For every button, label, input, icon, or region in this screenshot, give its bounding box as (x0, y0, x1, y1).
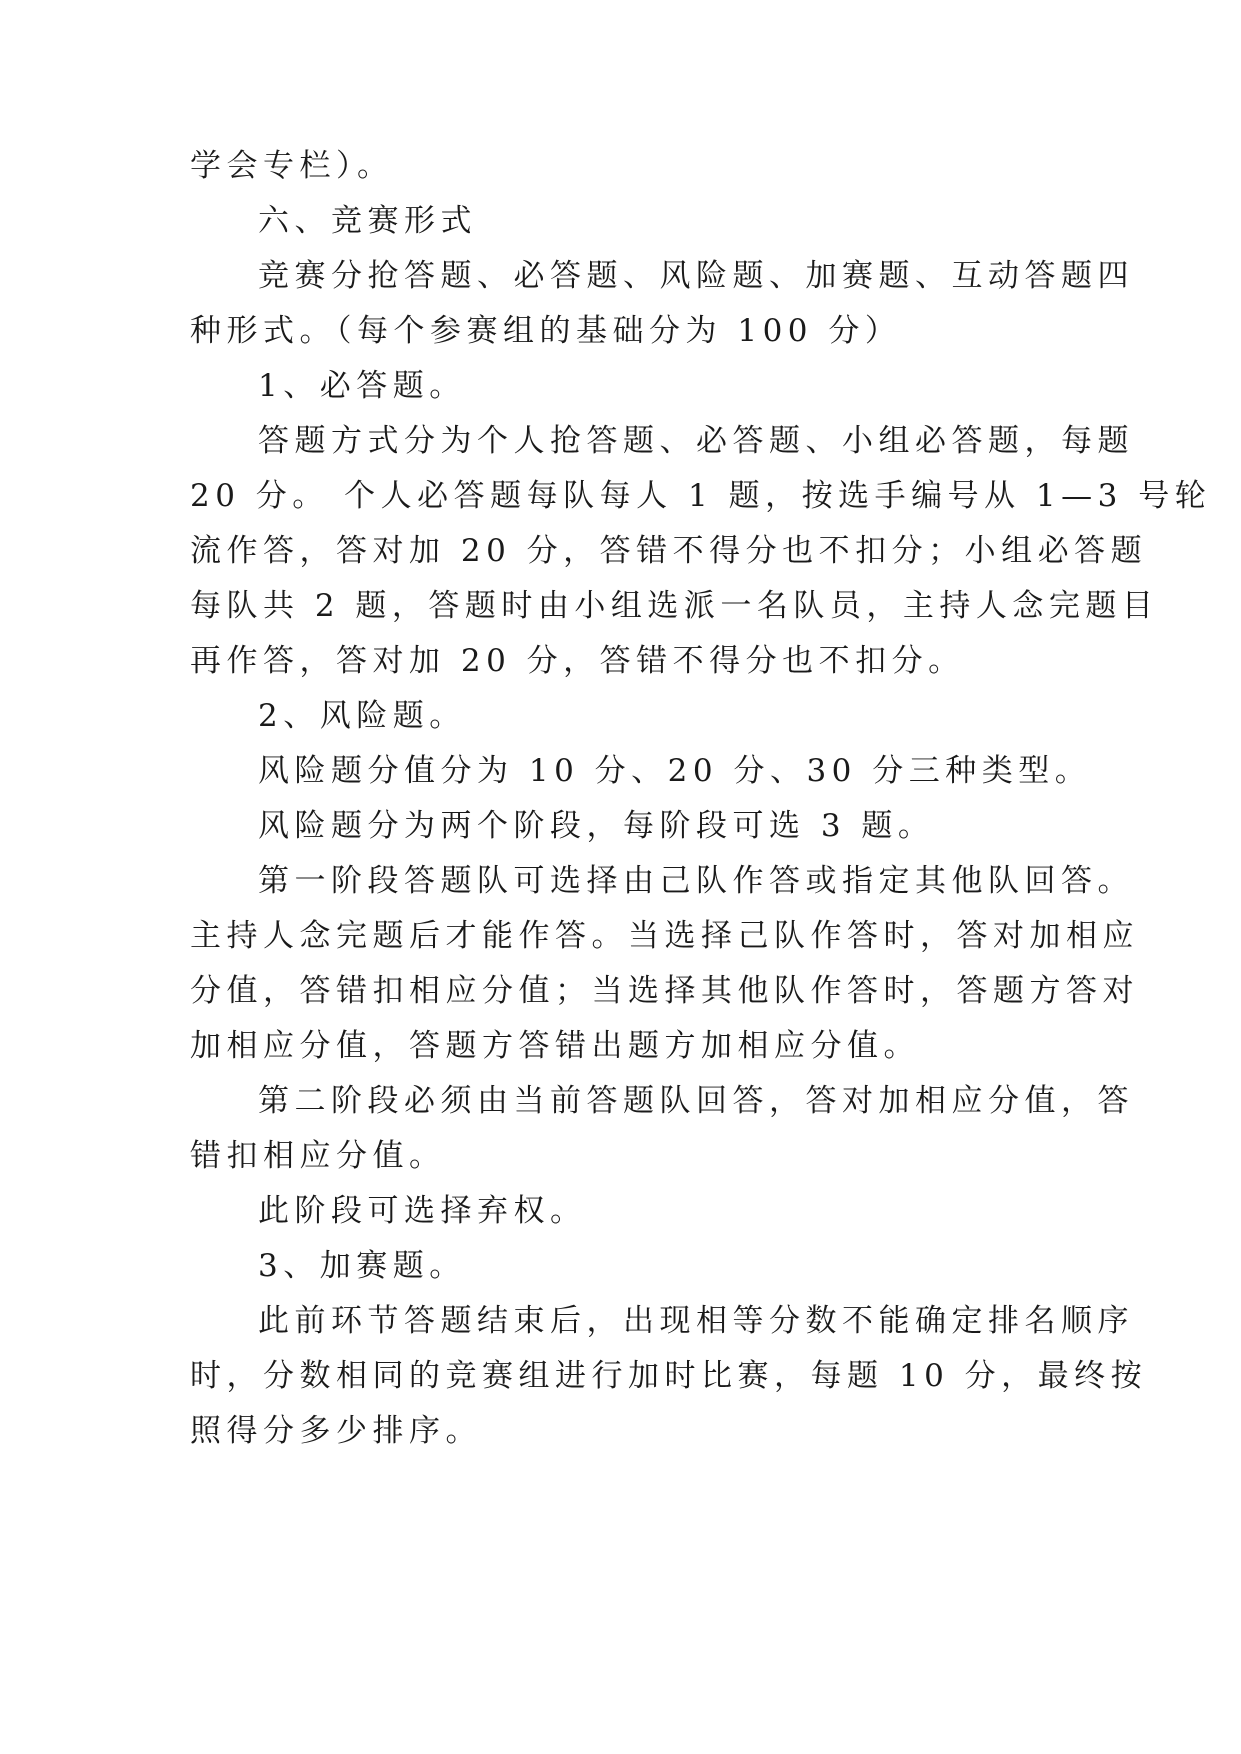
paragraph-line: 此前环节答题结束后，出现相等分数不能确定排名顺序 (258, 1303, 1134, 1339)
subsection-heading: 3、加赛题。 (258, 1248, 466, 1284)
paragraph-line: 分值，答错扣相应分值；当选择其他队作答时，答题方答对 (190, 973, 1139, 1009)
paragraph-line: 主持人念完题后才能作答。当选择己队作答时，答对加相应 (190, 918, 1139, 954)
paragraph-line: 时，分数相同的竞赛组进行加时比赛，每题 10 分，最终按 (190, 1358, 1148, 1394)
paragraph-line: 加相应分值，答题方答错出题方加相应分值。 (190, 1028, 920, 1064)
paragraph-line: 再作答，答对加 20 分，答错不得分也不扣分。 (190, 643, 965, 679)
paragraph-line: 流作答，答对加 20 分，答错不得分也不扣分；小组必答题 (190, 533, 1148, 569)
paragraph-line: 种形式。（每个参赛组的基础分为 100 分） (190, 313, 902, 349)
paragraph-line: 第二阶段必须由当前答题队回答，答对加相应分值，答 (258, 1083, 1134, 1119)
paragraph-line: 竞赛分抢答题、必答题、风险题、加赛题、互动答题四 (258, 258, 1134, 294)
paragraph-line: 第一阶段答题队可选择由己队作答或指定其他队回答。 (258, 863, 1134, 899)
paragraph-line: 每队共 2 题，答题时由小组选派一名队员，主持人念完题目 (190, 588, 1159, 624)
paragraph-line: 风险题分值分为 10 分、20 分、30 分三种类型。 (258, 753, 1092, 789)
subsection-heading: 2、风险题。 (258, 698, 466, 734)
section-heading: 六、竞赛形式 (258, 203, 477, 239)
paragraph-line: 此阶段可选择弃权。 (258, 1193, 587, 1229)
paragraph-line: 风险题分为两个阶段，每阶段可选 3 题。 (258, 808, 935, 844)
paragraph-line: 照得分多少排序。 (190, 1413, 482, 1449)
paragraph-line: 20 分。 个人必答题每队每人 1 题，按选手编号从 1—3 号轮 (190, 478, 1212, 514)
paragraph-line: 答题方式分为个人抢答题、必答题、小组必答题，每题 (258, 423, 1134, 459)
subsection-heading: 1、必答题。 (258, 368, 466, 404)
paragraph-line: 错扣相应分值。 (190, 1138, 446, 1174)
paragraph-line: 学会专栏）。 (190, 148, 394, 184)
